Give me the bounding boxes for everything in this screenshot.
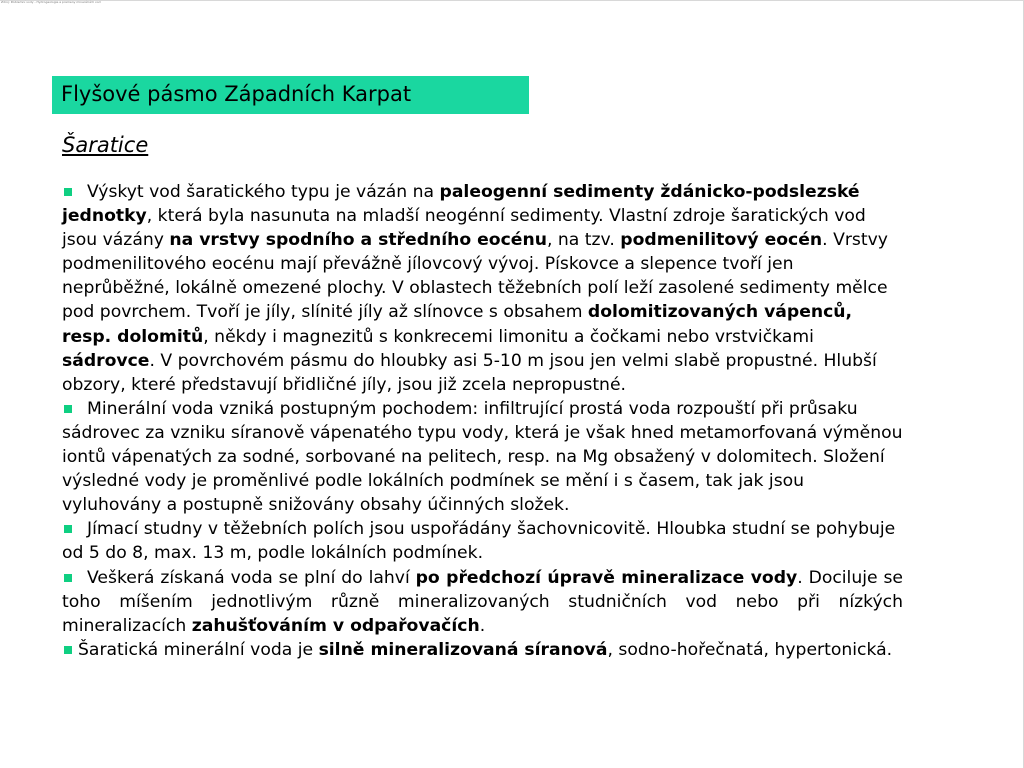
bullet-paragraph (62, 566, 903, 638)
tiny-caption: Zdroj: Podzemní vody - Hydrogeologie a prameny minerálních vod (1, 0, 101, 4)
header-title: Flyšové pásmo Západních Karpat (61, 82, 412, 106)
bold-text: zahušťováním v odpařovačích (191, 615, 480, 636)
square-bullet-icon (64, 405, 72, 413)
text-segment: . Vrstvy podmenilitového eocénu mají převážně jílovcový vývoj. Pískovce a slepence tvoří jen neprůběžné, lokálně omezené plochy. V oblastech těžebních polí leží zasolené sedimenty mělce pod povrchem. Tvoří je jíly, slínité jíly až slínovce s obsahem (62, 230, 888, 323)
text-segment: . Dociluje se toho míšením jednotlivým různě mineralizovaných studničních vod nebo při nízkých mineralizacích (62, 567, 903, 636)
bullet-list (62, 180, 903, 662)
bold-text: po předchozí úpravě mineralizace vody (415, 567, 798, 588)
slide-top-border (0, 0, 1024, 1)
text-segment: Minerální voda vzniká postupným pochodem: infiltrující prostá voda rozpouští při průsaku sádrovec za vzniku síranově vápenatého typu vody, která je však hned metamorfovaná výměnou iontů vápenatých za sodné, sorbované na pelitech, resp. na Mg obsažený v dolomitech. Složení výsledné vody je proměnlivé podle lokálních podmínek se mění i s časem, tak jak jsou vyluhovány a postupně snižovány obsahy účinných složek. (62, 398, 903, 516)
square-bullet-icon (64, 574, 72, 582)
bullet-paragraph (62, 638, 903, 662)
section-heading: Šaratice (62, 133, 149, 157)
bold-text: sádrovce (62, 350, 150, 371)
text-segment: , která byla nasunuta na mladší neogénní sedimenty. Vlastní zdroje šaratických vod jsou vázány (62, 206, 866, 251)
bold-text: paleogenní sedimenty ždánicko-podslezské jednotky (62, 182, 860, 227)
square-bullet-icon (64, 188, 72, 196)
bullet-paragraph (62, 180, 903, 397)
text-segment: Jímací studny v těžebních polích jsou uspořádány šachovnicovitě. Hloubka studní se pohybuje od 5 do 8, max. 13 m, podle lokálních podmínek. (62, 519, 896, 564)
text-segment: , někdy i magnezitů s konkrecemi limonitu a čočkami nebo vrstvičkami (203, 326, 814, 347)
text-segment: , sodno-hořečnatá, hypertonická. (607, 639, 893, 660)
text-segment: . V povrchovém pásmu do hloubky asi 5-10 m jsou jen velmi slabě propustné. Hlubší obzory, které představují břidličné jíly, jsou již zcela nepropustné. (62, 350, 877, 395)
text-segment: , na tzv. (546, 230, 621, 251)
bold-text: podmenilitový eocén (620, 230, 823, 251)
bullet-paragraph (62, 517, 903, 565)
square-bullet-icon (64, 525, 72, 533)
square-bullet-icon (64, 646, 72, 654)
bullet-paragraph (62, 397, 903, 517)
text-segment: Výskyt vod šaratického typu je vázán na (87, 182, 440, 202)
bold-text: na vrstvy spodního a středního eocénu (169, 230, 547, 251)
text-segment: . (479, 615, 486, 636)
text-segment: Veškerá získaná voda se plní do lahví (87, 567, 416, 588)
bold-text: silně mineralizovaná síranová (318, 639, 608, 660)
text-segment: Šaratická minerální voda je (78, 639, 319, 660)
bold-text: dolomitizovaných vápenců, resp. dolomitů (62, 302, 853, 347)
